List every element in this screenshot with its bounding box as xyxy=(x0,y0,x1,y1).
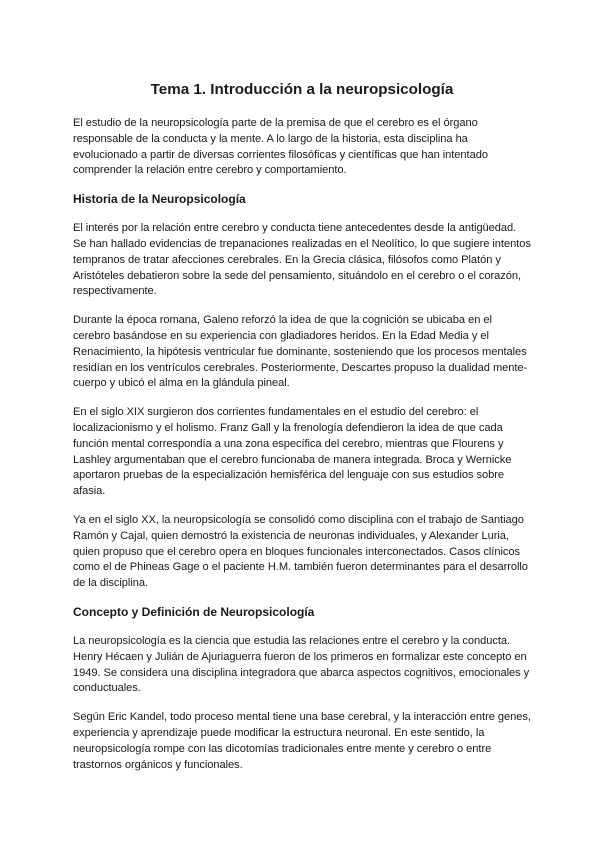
document-page xyxy=(73,80,531,786)
paragraph: La neuropsicología es la ciencia que estudia las relaciones entre el cerebro y la conducta. Henry Hécaen y Julián de Ajuriaguerra fueron de los primeros en formalizar este concepto en 1949. Se considera una disciplina integradora que abarca aspectos cognitivos, emocionales y conductuales. xyxy=(73,634,530,695)
paragraph: El interés por la relación entre cerebro y conducta tiene antecedentes desde la antigüedad. Se han hallado evidencias de trepanaciones realizadas en el Neolítico, lo que sugiere intentos tempranos de tratar afecciones cerebrales. En la Grecia clásica, filósofos como Platón y Aristóteles debatieron sobre la sede del pensamiento, situándolo en el cerebro o el corazón, respectivamente. xyxy=(73,222,531,298)
page-title: Tema 1. Introducción a la neuropsicología xyxy=(150,81,454,98)
section-heading-concepto: Concepto y Definición de Neuropsicología xyxy=(73,604,315,619)
paragraph: Ya en el siglo XX, la neuropsicología se consolidó como disciplina con el trabajo de Santiago Ramón y Cajal, quien demostró la existencia de neuronas individuales, y Alexander Luria, quien propuso que el cerebro opera en bloques funcionales interconectados. Casos clínicos como el de Phineas Gage o el paciente H.M. también fueron determinantes para el desarrollo de la disciplina. xyxy=(73,513,528,590)
paragraph: En el siglo XIX surgieron dos corrientes fundamentales en el estudio del cerebro: el localizacionismo y el holismo. Franz Gall y la frenología defendieron la idea de que cada función mental correspondía a una zona específica del cerebro, mientras que Flourens y Lashley argumentaban que el cerebro funcionaba de manera integrada. Broca y Wernicke aportaron pruebas de la especialización hemisférica del lenguaje con sus estudios sobre afasia. xyxy=(73,406,512,498)
intro-paragraph: El estudio de la neuropsicología parte de la premisa de que el cerebro es el órgano responsable de la conducta y la mente. A lo largo de la historia, esta disciplina ha evolucionado a partir de diversas corrientes filosóficas y científicas que han intentado comprender la relación entre cerebro y comportamiento. xyxy=(73,117,488,177)
section-heading-historia: Historia de la Neuropsicología xyxy=(73,192,246,207)
paragraph: Durante la época romana, Galeno reforzó la idea de que la cognición se ubicaba en el cerebro basándose en su experiencia con gladiadores heridos. En la Edad Media y el Renacimiento, la hipótesis ventricular fue dominante, sosteniendo que los procesos mentales residían en los ventrículos cerebrales. Posteriormente, Descartes propuso la dualidad mente-cuerpo y ubicó el alma en la glándula pineal. xyxy=(73,314,528,390)
paragraph: Según Eric Kandel, todo proceso mental tiene una base cerebral, y la interacción entre genes, experiencia y aprendizaje puede modificar la estructura neuronal. En este sentido, la neuropsicología rompe con las dicotomías tradicionales entre mente y cerebro o entre trastornos orgánicos y funcionales. xyxy=(73,711,531,771)
